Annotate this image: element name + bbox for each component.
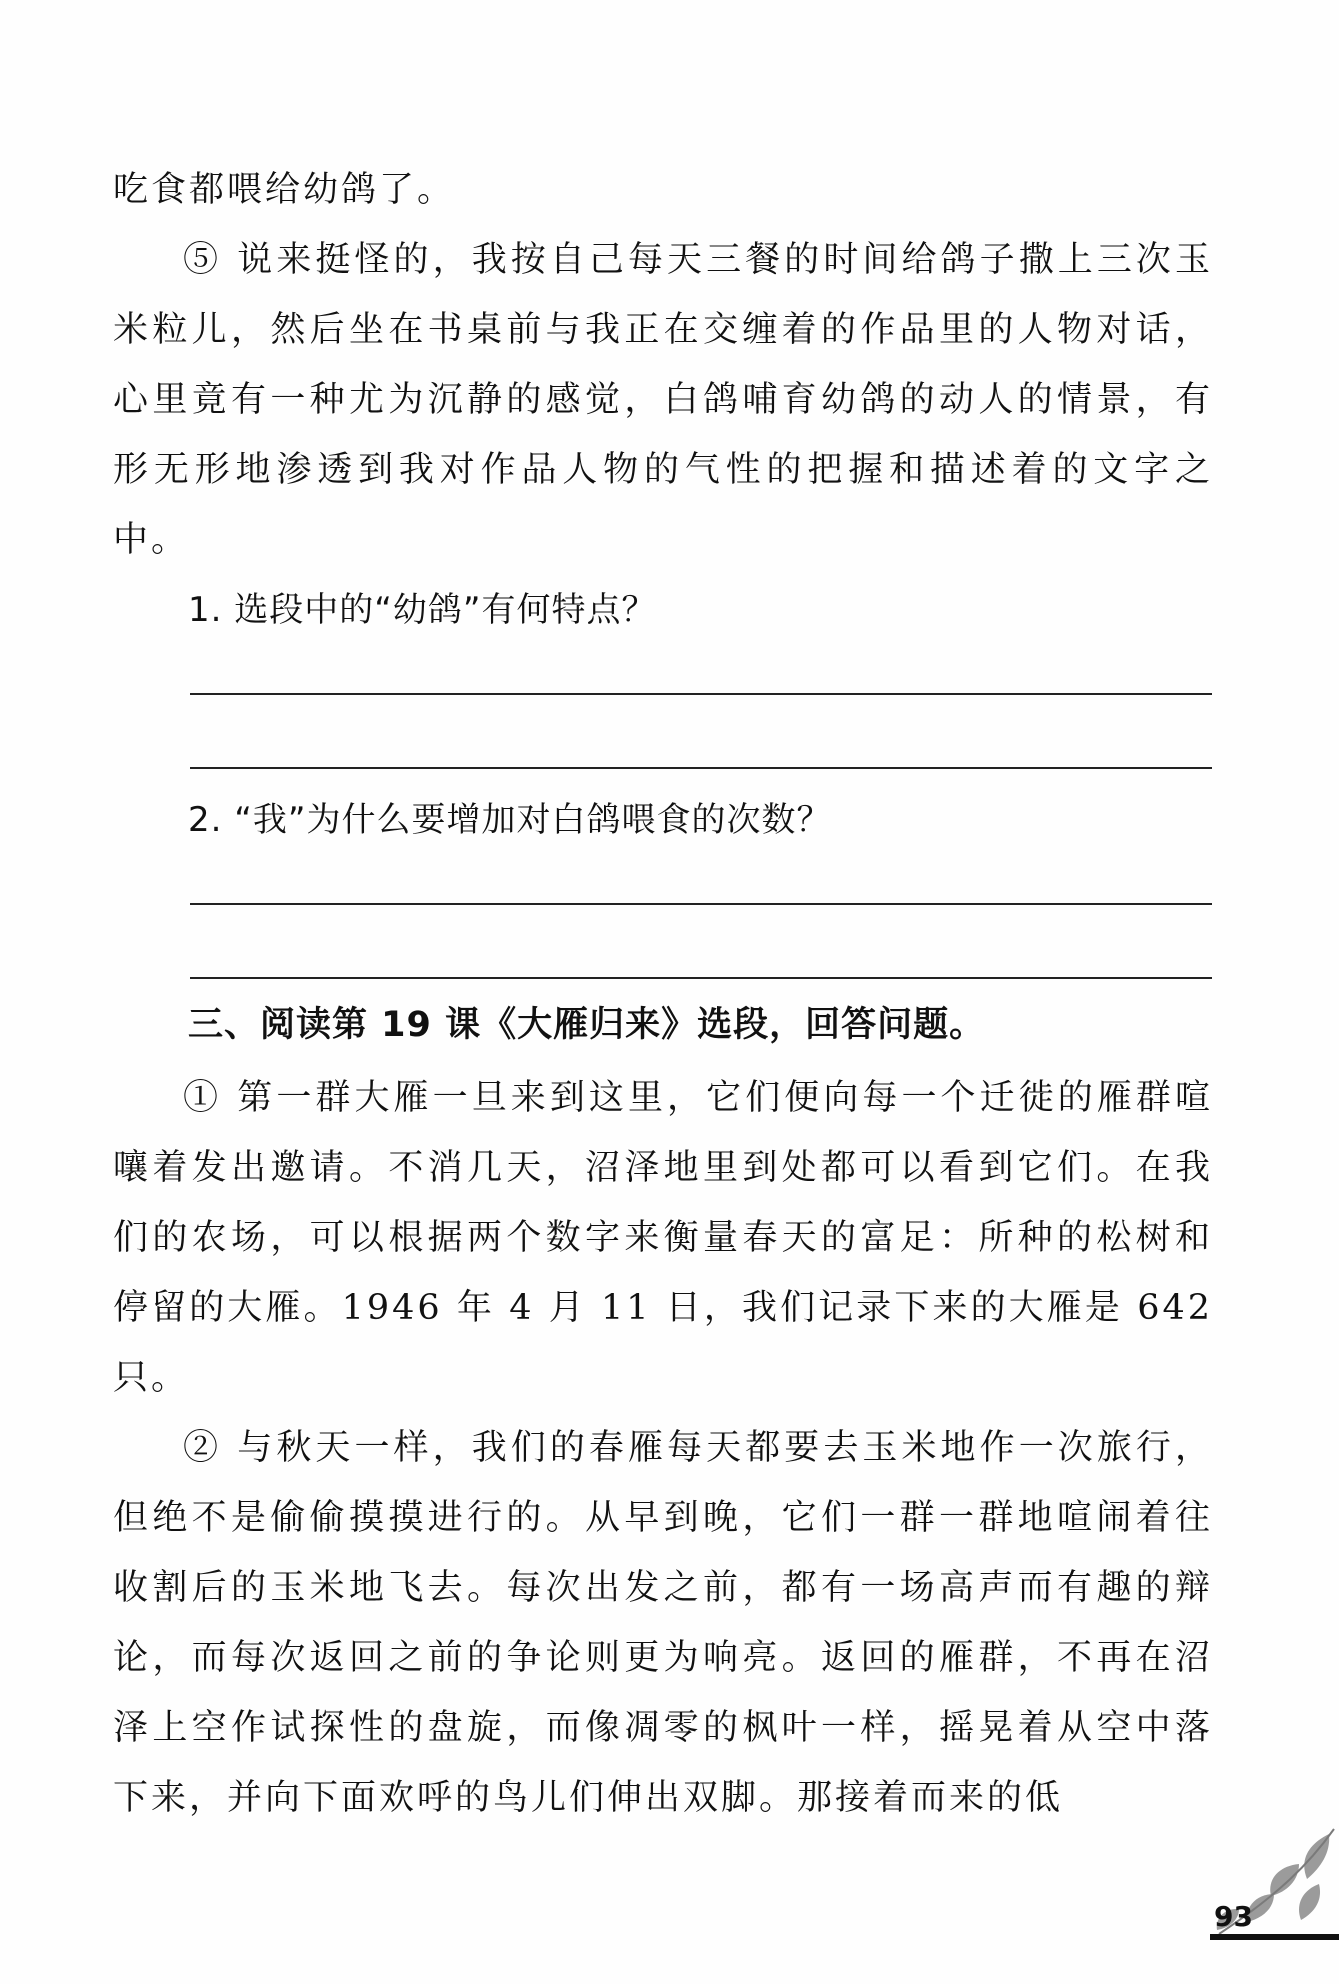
- section-3-heading: 三、阅读第 19 课《大雁归来》选段，回答问题。: [188, 1005, 986, 1045]
- passage-b-paragraph-2: ② 与秋天一样，我们的春雁每天都要去玉米地作一次旅行，但绝不是偷偷摸摸进行的。从早到晚，它们一群一群地喧闹着往收割后的玉米地飞去。每次出发之前，都有一场高声而有趣的辩论，而每次返回之前的争论则更为响亮。返回的雁群，不再在沼泽上空作试探性的盘旋，而像凋零的枫叶一样，摇晃着从空中落下来，并向下面欢呼的鸟儿们伸出双脚。那接着而来的低: [113, 1428, 1213, 1818]
- answer-line-1a[interactable]: [190, 693, 1212, 695]
- answer-line-2b[interactable]: [190, 977, 1212, 979]
- page-number: 93: [1214, 1900, 1253, 1933]
- passage-a: [113, 155, 1213, 575]
- leaf-decoration-icon: [1179, 1824, 1339, 1944]
- question-2: 2. “我”为什么要增加对白鸽喂食的次数？: [188, 800, 832, 840]
- passage-a-line-1: 吃食都喂给幼鸽了。: [113, 170, 456, 210]
- passage-b-paragraph-1: ① 第一群大雁一旦来到这里，它们便向每一个迁徙的雁群喧嚷着发出邀请。不消几天，沼泽地里到处都可以看到它们。在我们的农场，可以根据两个数字来衡量春天的富足：所种的松树和停留的大雁。1946 年 4 月 11 日，我们记录下来的大雁是 642 只。: [113, 1078, 1213, 1398]
- answer-line-1b[interactable]: [190, 767, 1212, 769]
- page-number-underline: [1210, 1934, 1339, 1940]
- passage-a-paragraph-5: ⑤ 说来挺怪的，我按自己每天三餐的时间给鸽子撒上三次玉米粒儿，然后坐在书桌前与我正在交缠着的作品里的人物对话，心里竟有一种尤为沉静的感觉，白鸽哺育幼鸽的动人的情景，有形无形地渗透到我对作品人物的气性的把握和描述着的文字之中。: [113, 240, 1213, 560]
- passage-b: [113, 1063, 1213, 1833]
- answer-line-2a[interactable]: [190, 903, 1212, 905]
- question-1: 1. 选段中的“幼鸽”有何特点？: [188, 590, 657, 630]
